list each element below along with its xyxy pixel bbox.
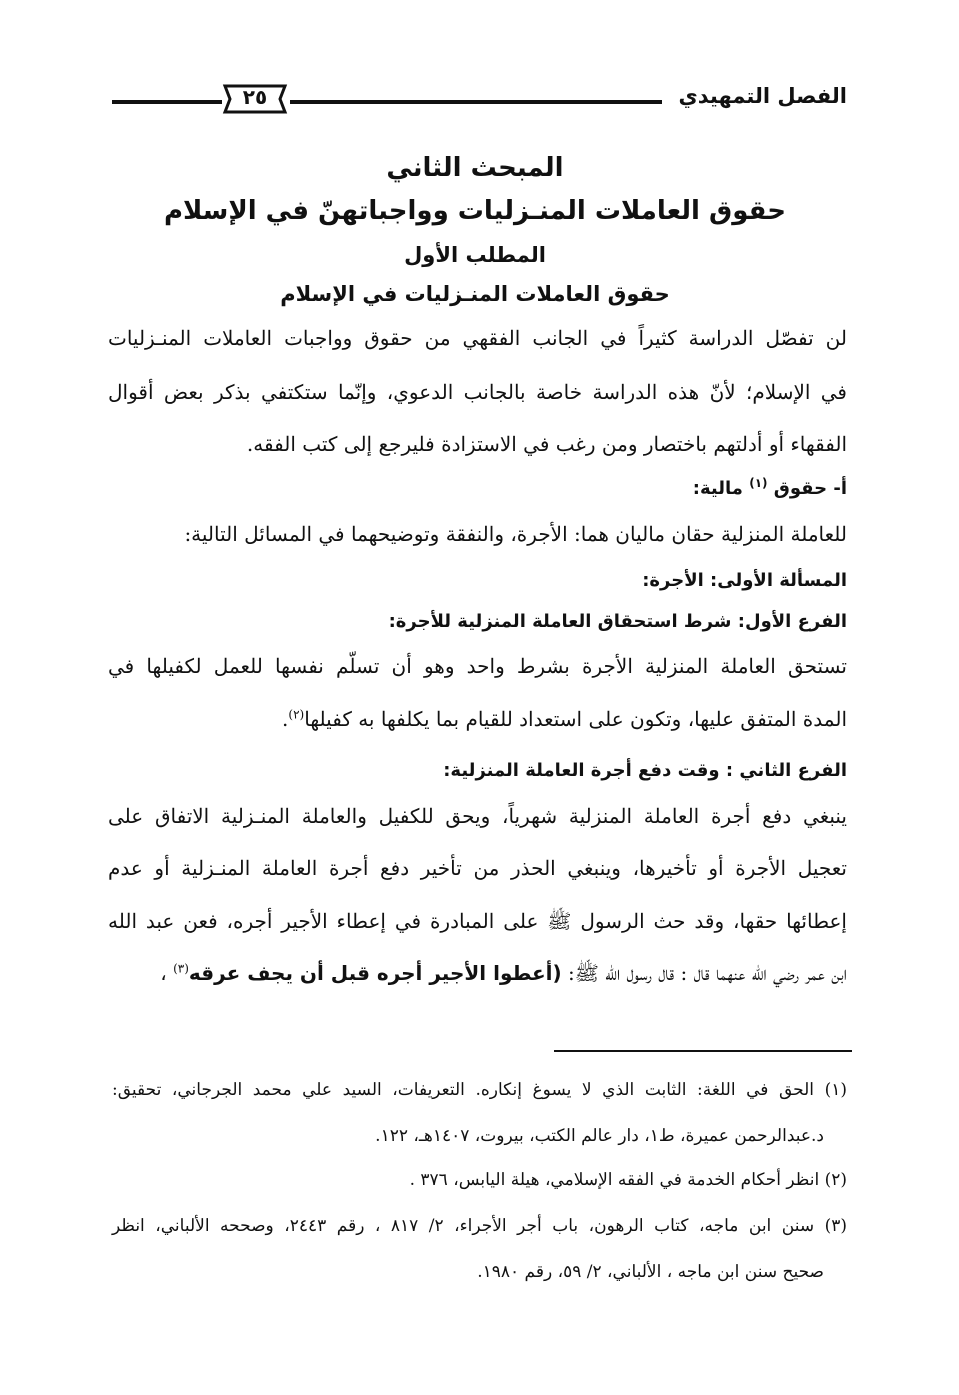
branch-1-line-2 <box>282 707 847 731</box>
branch-2-heading: الفرع الثاني : وقت دفع أجرة العاملة المنزلية: <box>443 760 847 781</box>
footnote-ref-2: (٢) <box>288 707 305 722</box>
page-number: ٢٥ <box>242 85 268 109</box>
branch-2-line-3: إعطائها حقها، وقد حث الرسول ﷺ على المبادرة في إعطاء الأجير أجره، فعن عبد الله <box>108 909 847 933</box>
heading-text: مالية: <box>692 478 743 499</box>
hadith-quote: (أعطوا الأجير أجره قبل أن يجف عرقه <box>188 961 562 985</box>
hadith-intro: ابن عمر رضي الله عنهما قال : قال رسول الله ﷺ: <box>561 961 847 985</box>
heading-text: أ- حقوق <box>773 478 847 499</box>
header-rule-left <box>112 100 222 104</box>
branch-1-line-1: تستحق العاملة المنزلية الأجرة بشرط واحد وهو أن تسلّم نفسها للعمل لكفيلها في <box>108 654 847 678</box>
footnote-1-line-1: (١) الحق في اللغة: الثابت الذي لا يسوغ إنكاره. التعريفات، السيد علي محمد الجرجاني، تحقيق: <box>112 1080 847 1100</box>
branch-1-text: المدة المتفق عليها، وتكون على استعداد للقيام بما يكلفها به كفيلها <box>304 707 847 731</box>
footnote-1-line-2: د.عبدالرحمن عميرة، ط١، دار عالم الكتب، بيروت، ١٤٠٧هـ، ١٢٢. <box>375 1126 824 1146</box>
comma: ، <box>160 961 167 985</box>
footnote-ref-3: (٣) <box>173 961 189 976</box>
branch-2-line-4 <box>160 961 847 990</box>
financial-rights-text: للعاملة المنزلية حقان ماليان هما: الأجرة، والنفقة وتوضيحهما في المسائل التالية: <box>184 522 847 546</box>
period: . <box>282 707 289 731</box>
intro-line-2: في الإسلام؛ لأنّ هذه الدراسة خاصة بالجانب الدعوي، وإنّما ستكتفي بذكر بعض أقوال <box>108 380 847 404</box>
page-number-badge <box>222 82 288 116</box>
subsection-heading: المطلب الأول <box>404 243 546 267</box>
intro-line-1: لن تفصّل الدراسة كثيراً في الجانب الفقهي من حقوق وواجبات العاملات المنـزليات <box>108 326 847 350</box>
footnote-2: (٢) انظر أحكام الخدمة في الفقه الإسلامي، هيلة اليابس، ٣٧٦ . <box>409 1170 847 1190</box>
subtitle: حقوق العاملات المنـزليات في الإسلام <box>280 282 670 306</box>
branch-1-heading: الفرع الأول: شرط استحقاق العاملة المنزلية للأجرة: <box>388 611 847 632</box>
chapter-title: الفصل التمهيدي <box>678 84 847 108</box>
branch-2-line-1: ينبغي دفع أجرة العاملة المنزلية شهرياً، ويحق للكفيل والعاملة المنـزلية الاتفاق على <box>108 804 847 828</box>
footnote-3-line-1: (٣) سنن ابن ماجه، كتاب الرهون، باب أجر الأجراء، ٢/ ٨١٧ ، رقم ٢٤٤٣، وصححه الألباني، انظر <box>112 1216 847 1236</box>
intro-line-3: الفقهاء أو أدلتهم باختصار ومن رغب في الاستزادة فليرجع إلى كتب الفقه. <box>246 432 847 456</box>
footnote-separator <box>554 1050 852 1052</box>
financial-rights-heading <box>693 476 847 499</box>
footnote-3-line-2: صحيح سنن ابن ماجه ، الألباني، ٢/ ٥٩، رقم ١٩٨٠. <box>477 1262 824 1282</box>
header-rule-right <box>290 100 662 104</box>
footnote-ref-1: (١) <box>749 476 768 490</box>
issue-heading: المسألة الأولى: الأجرة: <box>642 570 847 591</box>
main-title: حقوق العاملات المنـزليات وواجباتهنّ في الإسلام <box>163 196 787 226</box>
section-heading: المبحث الثاني <box>386 153 564 183</box>
branch-2-line-2: تعجيل الأجرة أو تأخيرها، وينبغي الحذر من تأخير دفع أجرة العاملة المنـزلية أو عدم <box>108 856 847 880</box>
